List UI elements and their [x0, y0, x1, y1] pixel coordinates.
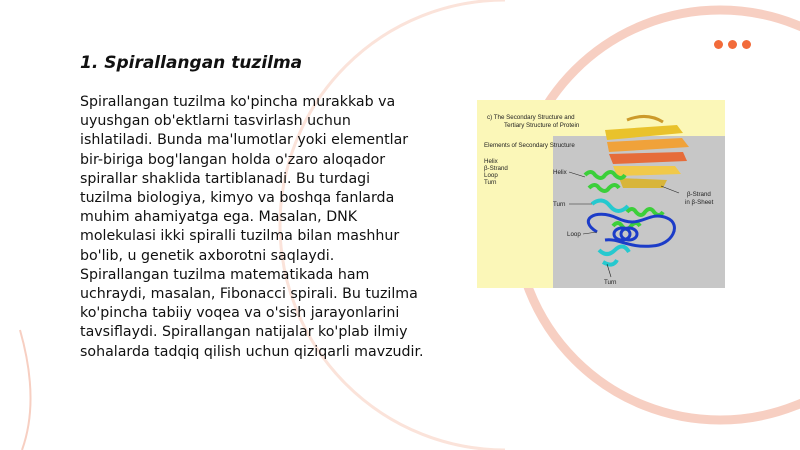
slide-body-text: Spirallangan tuzilma ko'pincha murakkab va uyushgan ob'ektlarni tasvirlash uchun ishlatiladi. Bunda ma'lumotlar yoki elementlar bir-biriga bog'langan holda o'zaro aloqador spirallar shaklida tartiblanadi. Bu turdagi tuzilma biologiya, kimyo va boshqa fanlarda muhim ahamiyatga ega. Masalan, DNK molekulasi ikki spiralli tuzilma bilan mashhur bo'lib, u genetik axborotni saqlaydi. Spirallangan tuzilma matematikada ham uchraydi, masalan, Fibonacci spirali. Bu tuzilma ko'pincha tabiiy voqea va o'sish jarayonlarini tavsiflaydi. Spirallangan natijalar ko'plab ilmiy sohalarda tadqiq qilish uchun qiziqarli mavzudir. — [80, 94, 424, 360]
label-strand-line2: in β-Sheet — [685, 199, 714, 206]
turn-shape — [592, 200, 629, 264]
background-arc-left — [20, 330, 31, 450]
dot-icon — [742, 40, 751, 49]
label-turn-bottom: Turn — [604, 279, 617, 286]
label-turn-left: Turn — [553, 201, 566, 208]
legend-item-strand: β-Strand — [484, 165, 508, 172]
legend-item-helix: Helix — [484, 158, 498, 165]
figure-legend-title: Elements of Secondary Structure — [484, 142, 575, 149]
protein-structure-image — [477, 100, 725, 288]
label-loop: Loop — [567, 231, 581, 238]
label-strand-line1: β-Strand — [687, 191, 711, 198]
dot-icon — [728, 40, 737, 49]
label-helix: Helix — [553, 169, 567, 176]
legend-item-turn: Turn — [484, 179, 497, 186]
legend-item-loop: Loop — [484, 172, 498, 179]
loop-shape — [588, 214, 674, 246]
dot-icon — [714, 40, 723, 49]
decorative-dots — [714, 40, 751, 49]
figure-caption-line1: c) The Secondary Structure and — [487, 114, 575, 121]
figure-caption-line2: Tertiary Structure of Protein — [504, 122, 580, 129]
slide-title: 1. Spirallangan tuzilma — [80, 53, 303, 73]
